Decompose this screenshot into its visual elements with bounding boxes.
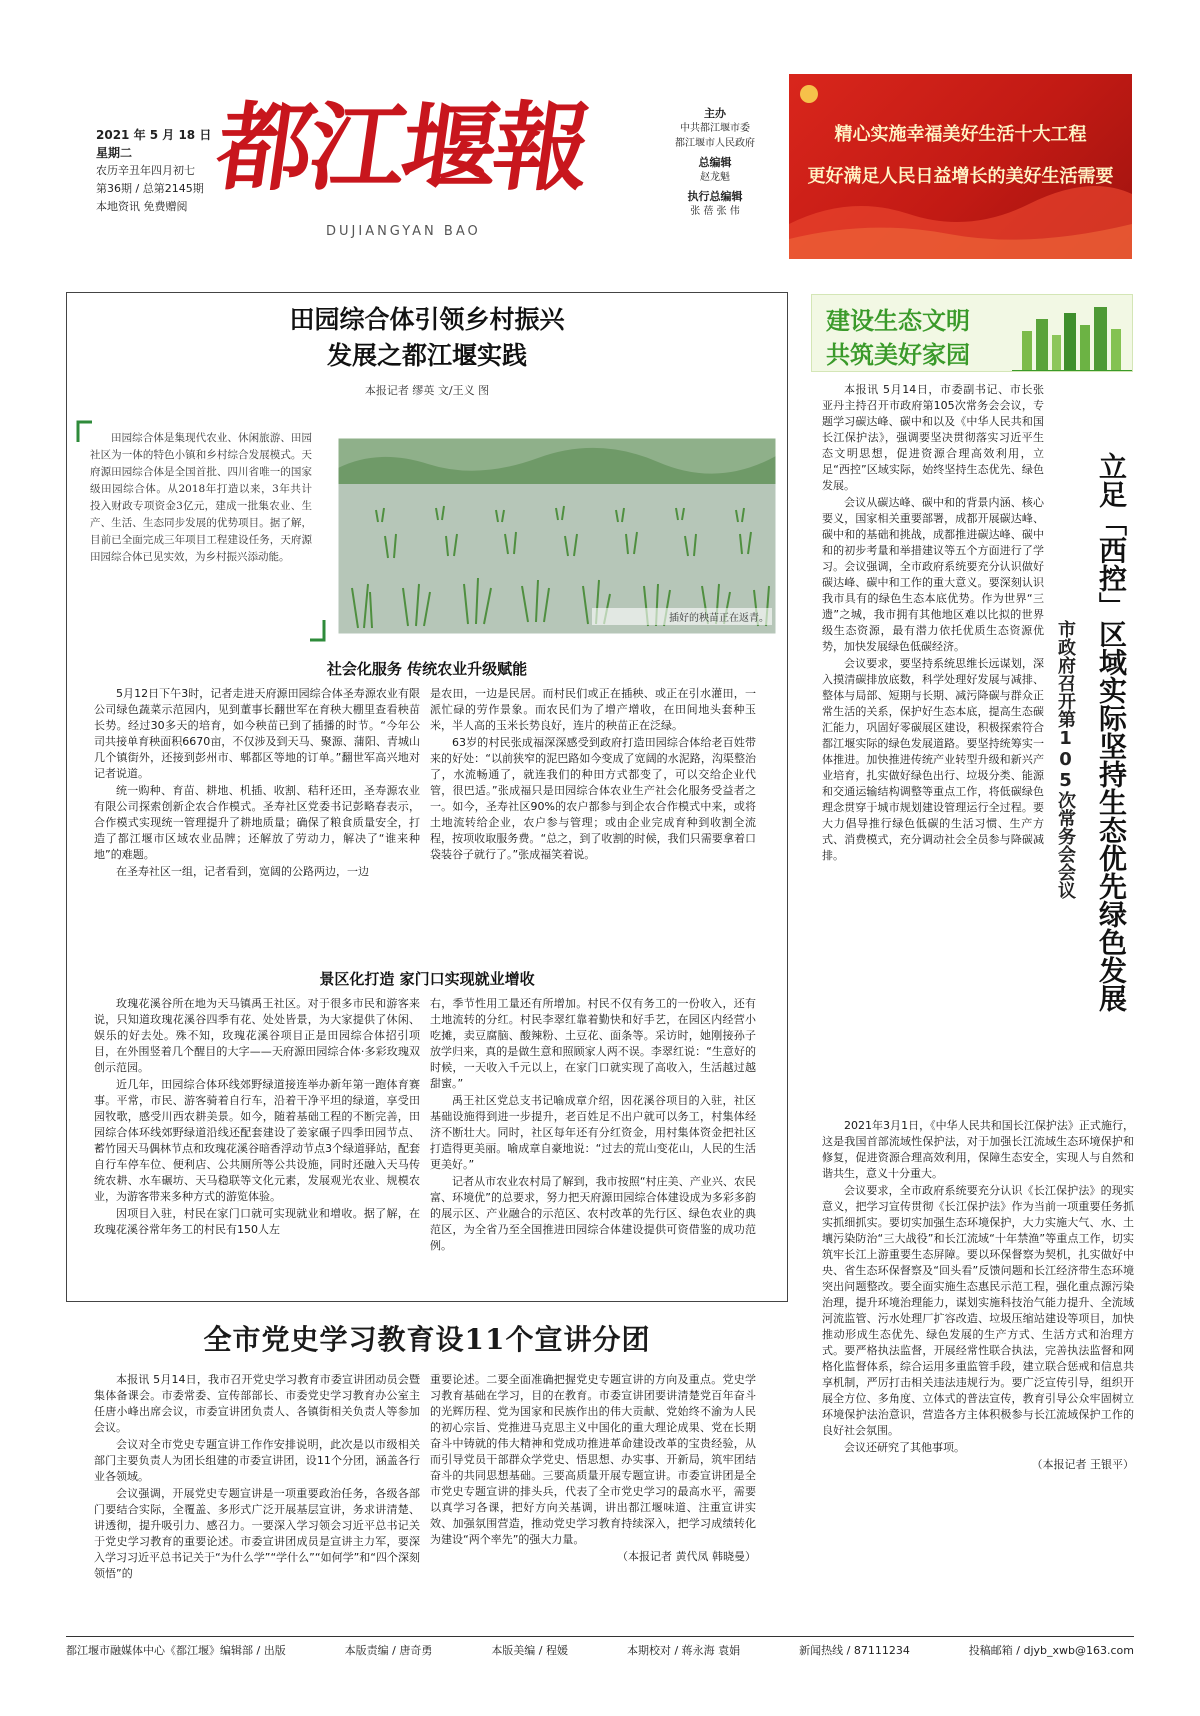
corner-bracket-icon	[308, 620, 326, 642]
exec-editor: 张 蓓 张 伟	[690, 206, 740, 217]
section1-left-column	[94, 686, 420, 881]
logo-pinyin: DUJIANGYAN BAO	[326, 224, 481, 239]
footer-designer: 本版美编 / 程媛	[491, 1644, 569, 1657]
article-paragraph: 玫瑰花溪谷所在地为天马镇禹王社区。对于很多市民和游客来说，只知道玫瑰花溪谷四季有花、处处皆景，为大家提供了休闲、娱乐的好去处。殊不知，玫瑰花溪谷项目正是田园综合体招引项目，在外围竖着几个醒目的大字——天府源田园综合体·多彩玫瑰双创示范园。	[94, 997, 420, 1074]
masthead-info	[655, 106, 775, 219]
footer-editor: 本版责编 / 唐奇勇	[344, 1644, 433, 1657]
article-paragraph: 2021年3月1日，《中华人民共和国长江保护法》正式施行，这是我国首部流域性保护法，对于加强长江流域生态环境保护和修复，促进资源合理高效利用，保障生态安全，实现人与自然和谐共生，意义十分重大。	[822, 1119, 1134, 1180]
article-paragraph: 本报讯 5月14日，市委副书记、市长张亚丹主持召开市政府第105次常务会会议，专题学习碳达峰、碳中和以及《中华人民共和国长江保护法》，强调要坚决贯彻落实习近平生态文明思想，促进资源合理高效利用，立足“西控”区域实际，始终坚持生态优先、绿色发展。	[822, 383, 1044, 492]
feature-headline-line-1: 田园综合体引领乡村振兴	[289, 305, 565, 334]
footer-publisher: 都江堰市融媒体中心《都江堰》编辑部 / 出版	[66, 1644, 286, 1657]
article-paragraph: 会议从碳达峰、碳中和的背景内涵、核心要义，国家相关重要部署，成都开展碳达峰、碳中和的基础和挑战，成都推进碳达峰、碳中和的初步考量和举措建议等五个方面进行了学习。会议强调，全市政府系统要充分认识做好碳达峰、碳中和工作的重大意义。要深刻认识我市具有的绿色生态本底优势。作为世界“三遗”之城，我市拥有其他地区难以比拟的世界级生态资源，最有潜力依托优质生态资源优势，加快发展绿色低碳经济。	[822, 496, 1044, 653]
article-paragraph: 是农田，一边是民居。而村民们或正在插秧、或正在引水灌田，一派忙碌的劳作景象。而农民们为了增产增收，在田间地头套种玉米，半人高的玉米长势良好，连片的秧苗正在泛绿。	[430, 687, 756, 732]
sponsor-1: 中共都江堰市委	[680, 123, 750, 134]
section2-right-column	[430, 996, 756, 1255]
feature-headline	[66, 302, 788, 374]
exec-editor-label: 执行总编辑	[687, 190, 743, 203]
article-paragraph: 在圣寿社区一组，记者看到，宽阔的公路两边，一边	[116, 865, 369, 878]
slogan-line-2: 更好满足人民日益增长的美好生活需要	[807, 166, 1114, 187]
chief-editor-label: 总编辑	[698, 156, 732, 169]
rice-paddy-image	[338, 438, 776, 634]
eco-policy-subhead: 市政府召开第105次常务会会议	[1055, 620, 1076, 899]
eco-banner-line-1: 建设生态文明	[826, 307, 970, 335]
article-paragraph: 禹王社区党总支书记喻成章介绍，因花溪谷项目的入驻，社区基础设施得到进一步提升，老百姓足不出户就可以务工，村集体经济不断壮大。同时，社区每年还有分红资金，用村集体资金把社区打造得更美丽。喻成章自豪地说：“过去的荒山变花山，人民的生活更美好。”	[430, 1094, 756, 1171]
footer-proofreader: 本期校对 / 蒋永海 袁娟	[626, 1644, 741, 1657]
article-paragraph: 记者从市农业农村局了解到，我市按照“村庄美、产业兴、农民富、环境优”的总要求，努力把天府源田园综合体建设成为多彩多韵的展示区、产业融合的示范区、农村改革的先行区、绿色农业的典范区，为全省乃至全国推进田园综合体建设提供可资借鉴的成功范例。	[430, 1175, 756, 1252]
section2-left-column	[94, 996, 420, 1239]
article-paragraph: 重要论述。二要全面准确把握党史专题宣讲的方向及重点。党史学习教育基础在学习，目的在教育。市委宣讲团要讲清楚党百年奋斗的光辉历程、党为国家和民族作出的伟大贡献、党始终不渝为人民的初心宗旨、党推进马克思主义中国化的重大理论成果、党在长期奋斗中铸就的伟大精神和党成功推进革命建设改革的宝贵经验，从而引导党员干部群众学党史、悟思想、办实事、开新局，筑牢团结奋斗的共同思想基础。三要高质量开展专题宣讲。市委宣讲团是全市党史专题宣讲的排头兵，代表了全市党史学习的最高水平，需要以真学习各课，把好方向关基调，讲出都江堰味道、注重宣讲实效、加强氛围营造，推动党史学习教育持续深入，把学习成绩转化为建设“两个率先”的强大力量。	[430, 1373, 756, 1546]
corner-bracket-icon	[76, 420, 94, 442]
feature-byline: 本报记者 缪英 文/王义 图	[364, 384, 490, 397]
page-footer	[66, 1642, 1134, 1658]
article-paragraph: 会议要求，要坚持系统思维长远谋划，深入摸清碳排放底数，科学处理好发展与减排、整体与局部、短期与长期、减污降碳与群众正常生活的关系，保护好生态本底，提高生态碳汇能力，巩固好零碳展区建设，积极探索符合都江堰实际的绿色发展道路。要坚持统筹实一体推进。加快推进传统产业转型升级和新兴产业培育，扎实做好绿色出行、垃圾分类、能源和交通运输结构调整等重点工作，将低碳绿色理念贯穿于城市规划建设管理运行全过程。要大力倡导推行绿色低碳的生活习惯、生产方式、消费模式，充分调动社会全员参与降碳减排。	[822, 657, 1044, 862]
footer-divider	[66, 1636, 1134, 1637]
eco-civilization-banner	[811, 294, 1133, 372]
logo-text: 都江堰報	[210, 91, 595, 204]
article-paragraph: 因项目入驻，村民在家门口就可实现就业和增收。据了解，在玫瑰花溪谷常年务工的村民有150人左	[94, 1207, 420, 1236]
rice-paddy-photo	[338, 438, 776, 634]
article-paragraph: 本报讯 5月14日，我市召开党史学习教育市委宣讲团动员会暨集体备课会。市委常委、宣传部部长、市委党史学习教育办公室主任唐小峰出席会议，市委宣讲团负责人、各镇街相关负责人等参加会议。	[94, 1373, 420, 1434]
story2-left-column	[94, 1372, 420, 1583]
article-paragraph: 会议要求，全市政府系统要充分认识《长江保护法》的现实意义，把学习宣传贯彻《长江保护法》作为当前一项重要任务抓实抓细抓实。要切实加强生态环境保护，大力实施大气、水、土壤污染防治“三大战役”和长江流域“十年禁渔”等重点工作，切实筑牢长江上游重要生态屏障。要以环保督察为契机，扎实做好中央、省生态环保督察及“回头看”反馈问题和长江经济带生态环境突出问题整改。要全面实施生态惠民示范工程，强化重点源污染治理，提升环境治理能力，谋划实施科技治气能力提升、全流域河流监管、污水处理厂扩容改造、垃圾压缩站建设等项目，加快推动形成生态优先、绿色发展的生产方式、生活方式和治理方式。要严格执法监督，开展经常性联合执法，完善执法监督和网格化监督体系，综合运用多重监管手段，建立联合惩戒和信息共享机制，严厉打击相关违法违规行为。要广泛宣传引导，组织开展全方位、多角度、立体式的普法宣传，教育引导公众牢固树立环境保护法治意识，营造各方主体积极参与长江流域保护工作的良好社会氛围。	[822, 1184, 1134, 1437]
article-paragraph: 会议对全市党史专题宣讲工作作安排说明，此次是以市级相关部门主要负责人为团长组建的市委宣讲团，设11个分团，涵盖各行业各领域。	[94, 1438, 420, 1483]
slogan-line-1: 精心实施幸福美好生活十大工程	[834, 124, 1087, 145]
newspaper-logo	[210, 78, 648, 268]
article-paragraph: 5月12日下午3时，记者走进天府源田园综合体圣寿源农业有限公司绿色蔬菜示范园内，见到董事长翻世军在育秧大棚里查看秧苗长势。经过30多天的培育，如今秧苗已到了插播的时节。“今年公司共接单育秧面积6670亩，不仅涉及到天马、聚源、蒲阳、青城山几个镇街外，还接到彭州市、郫都区等地的订单。”翻世军高兴地对记者说道。	[94, 687, 420, 780]
sponsor-2: 都江堰市人民政府	[675, 138, 755, 149]
section1-right-column	[430, 686, 756, 864]
sponsor-label: 主办	[704, 107, 726, 120]
issue-weekday: 星期二	[96, 146, 133, 160]
lunar-date: 农历辛丑年四月初七	[96, 164, 195, 177]
subhead-social-services: 社会化服务 传统农业升级赋能	[326, 660, 528, 678]
issue-number: 第36期 / 总第2145期	[96, 182, 204, 195]
party-history-headline: 全市党史学习教育设11个宣讲分团	[203, 1323, 651, 1356]
article-paragraph: 统一购种、育苗、耕地、机插、收割、秸秆还田，圣寿源农业有限公司探索创新企农合作模式。圣寿社区党委书记彭略春表示，合作模式实现统一管理提升了耕地质量；确保了粮食质量安全，打造了都江堰市区域农业品牌；还解放了劳动力，解决了“谁来种地”的难题。	[94, 784, 420, 861]
eco-policy-headline: 立足「西控」区域实际坚持生态优先绿色发展	[1095, 452, 1128, 1012]
feature-intro-text: 田园综合体是集现代农业、休闲旅游、田园社区为一体的特色小镇和乡村综合发展模式。天府源田园综合体是全国首批、四川省唯一的国家级田园综合体。从2018年打造以来，3年共计投入财政专项资金3亿元，建成一批集农业、生产、生活、生态同步发展的优势项目。据了解，目前已全面完成三年项目工程建设任务，天府源田园综合体已见实效，为乡村振兴添动能。	[90, 432, 312, 563]
eco-banner-line-2: 共筑美好家园	[826, 341, 970, 369]
feature-headline-line-2: 发展之都江堰实践	[326, 341, 527, 370]
article-paragraph: 会议还研究了其他事项。	[844, 1441, 965, 1454]
article-paragraph: 会议强调，开展党史专题宣讲是一项重要政治任务，各级各部门要结合实际，全覆盖、多形式广泛开展基层宣讲，务求讲清楚、讲透彻，提升吸引力、感召力。一要深入学习领会习近平总书记关于党史学习教育的重要论述。市委宣讲团成员是宣讲主力军，要深入学习习近平总书记关于“为什么学”“学什么”“如何学”和“四个深刻领悟”的	[94, 1487, 420, 1580]
city-skyline-icon	[1012, 295, 1132, 372]
story3-wide-column	[822, 1118, 1134, 1474]
article-paragraph: 右，季节性用工量还有所增加。村民不仅有务工的一份收入，还有土地流转的分红。村民李翠红靠着勤快和好手艺，在园区内经营小吃摊，卖豆腐脑、酸辣粉、土豆花、面条等。采访时，她刚接孙子放学归来，真的是做生意和照顾家人两不误。李翠红说：“生意好的时候，一天收入千元以上，在家门口就实现了高收入，生活越过越甜蜜。”	[430, 997, 756, 1090]
distribution-note: 本地资讯 免费赠阅	[96, 200, 188, 213]
chief-editor: 赵龙魁	[700, 172, 730, 183]
story3-narrow-column	[822, 382, 1044, 865]
emblem-icon	[800, 85, 818, 103]
feature-intro-box	[76, 420, 326, 642]
article-paragraph: 近几年，田园综合体环线郊野绿道接连举办新年第一跑体育赛事。平常，市民、游客骑着自行车，沿着干净平坦的绿道，享受田园牧歌，感受川西农耕美景。如今，随着基础工程的不断完善，田园综合体环线郊野绿道沿线还配套建设了姜家碾子四季田园节点、蓄竹园天马偶林节点和玫瑰花溪谷暗香浮动节点3个绿道驿站，配套自行车停车位、便利店、公共厕所等公共设施，同时还融入天马传统农耕、水车碾坊、天马稳联等文化元素，发展观光农业、规模农业，为游客带来多种方式的游览体验。	[94, 1078, 420, 1203]
footer-email: 投稿邮箱 / djyb_xwb@163.com	[968, 1644, 1134, 1657]
footer-hotline: 新闻热线 / 87111234	[799, 1644, 910, 1657]
story2-credit: （本报记者 黄代凤 韩晓曼）	[617, 1550, 756, 1563]
photo-caption: 插好的秧苗正在返青。	[592, 608, 772, 625]
story3-credit: （本报记者 王银平）	[1031, 1458, 1134, 1471]
issue-date: 2021 年 5 月 18 日	[96, 128, 212, 142]
slogan-banner	[789, 74, 1132, 259]
story2-right-column	[430, 1372, 756, 1566]
article-paragraph: 63岁的村民张成福深深感受到政府打造田园综合体给老百姓带来的好处：“以前狭窄的泥巴路如今变成了宽阔的水泥路，沟渠整治了，水流畅通了，就连我们的种田方式都变了，可以交给企业代管，很巴适。”张成福只是田园综合体农业生产社会化服务受益者之一。如今，圣寿社区90%的农户都参与到企农合作模式中来，或将土地流转给企业，农户参与管理；或由企业完成育种到收割全流程，按项收取服务费。“总之，到了收割的时候，我们只需要拿着口袋装谷子就行了。”张成福笑着说。	[430, 736, 756, 861]
subhead-scenic-area: 景区化打造 家门口实现就业增收	[319, 970, 535, 988]
date-block	[96, 126, 214, 216]
